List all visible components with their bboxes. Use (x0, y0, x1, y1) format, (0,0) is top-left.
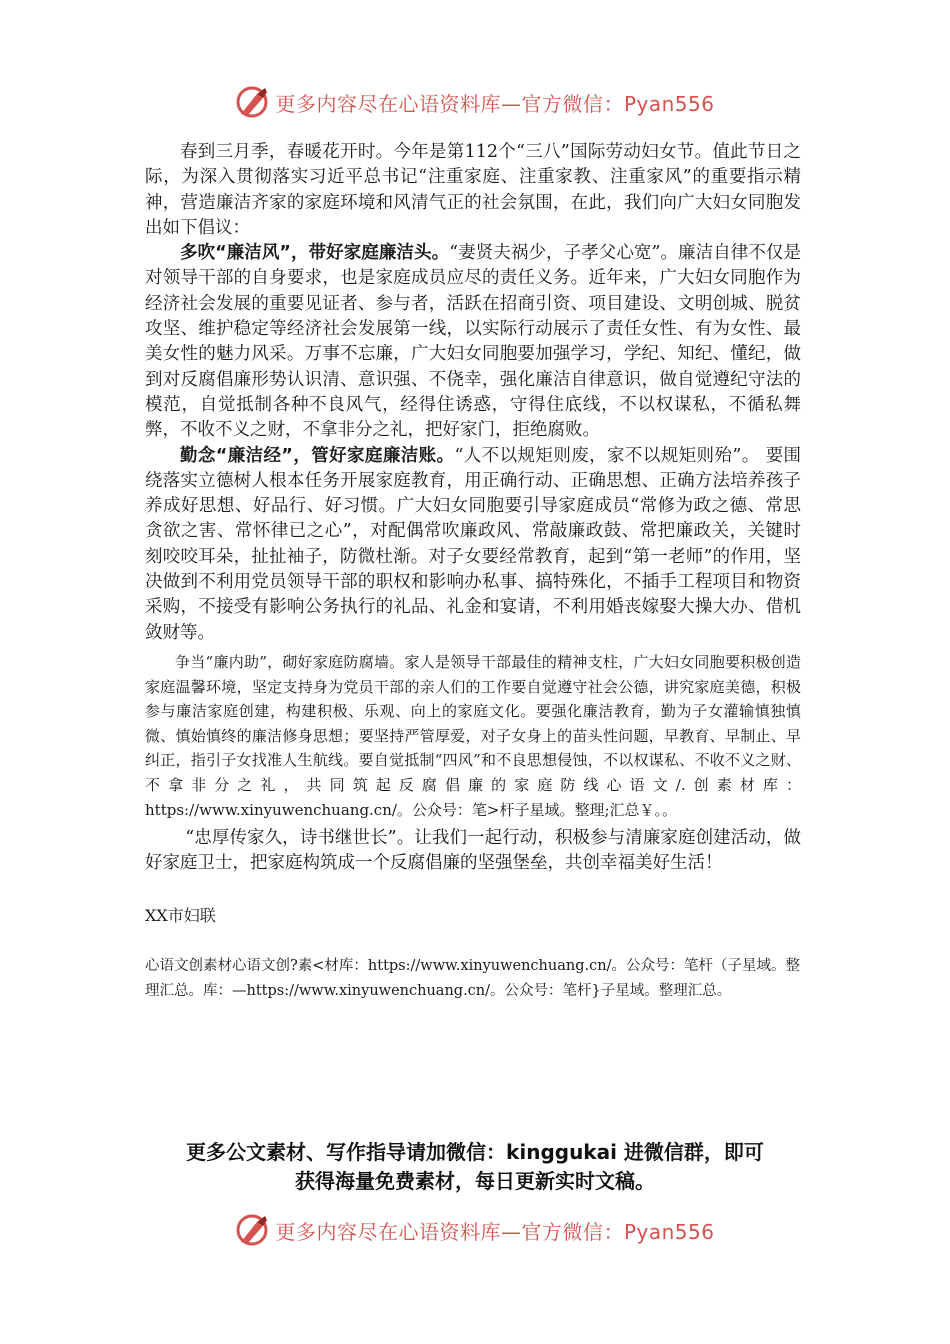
section-1-body: “妻贤夫祸少，子孝父心宽”。廉洁自律不仅是对领导干部的自身要求，也是家庭成员应尽的责任义务。近年来，广大妇女同胞作为经济社会发展的重要见证者、参与者，活跃在招商引资、项目建设、文明创城、脱贫攻坚、维护稳定等经济社会发展第一线，以实际行动展示了责任女性、有为女性、最美女性的魅力风采。万事不忘廉，广大妇女同胞要加强学习，学纪、知纪、懂纪，做到对反腐倡廉形势认识清、意识强、不侥幸，强化廉洁自律意识，做自觉遵纪守法的模范，自觉抵制各种不良风气，经得住诱惑，守得住底线，不以权谋私，不循私舞弊，不收不义之财，不拿非分之礼，把好家门，拒绝腐败。 (145, 243, 801, 441)
section-2-heading: 勤念“廉洁经”，管好家庭廉洁账。 (180, 445, 455, 466)
section-1-paragraph (145, 241, 801, 443)
header-banner (0, 82, 950, 122)
banner-text: 更多内容尽在心语资料库—官方微信：Pyan556 (275, 91, 715, 116)
section-2-body: “人不以规矩则废，家不以规矩则殆”。 要围绕落实立德树人根本任务开展家庭教育，用正确行动、正确思想、正确方法培养孩子养成好思想、好品行、好习惯。广大妇女同胞要引导家庭成员“常修为政之德、常思贪欲之害、常怀律已之心”，对配偶常吹廉政风、常敲廉政鼓、常把廉政关，关键时刻咬咬耳朵，扯扯袖子，防微杜渐。对子女要经常教育，起到“第一老师”的作用，坚决做到不利用党员领导干部的职权和影响办私事、搞特殊化，不插手工程项目和物资采购，不接受有影响公务执行的礼品、礼金和宴请，不利用婚丧嫁娶大操大办、借机敛财等。 (145, 445, 801, 643)
pen-nib-logo-icon (235, 1212, 271, 1248)
cta-line-1: 更多公文素材、写作指导请加微信：kinggukai 进微信群，即可 (186, 1140, 764, 1164)
wechat-call-to-action (145, 1138, 805, 1196)
footer-banner (0, 1210, 950, 1250)
section-2-paragraph (145, 444, 801, 646)
pen-nib-logo-icon (235, 84, 271, 120)
intro-paragraph: 春到三月季，春暖花开时。今年是第112个“三八”国际劳动妇女节。值此节日之际，为深入贯彻落实习近平总书记“注重家庭、注重家教、注重家风”的重要指示精神，营造廉洁齐家的家庭环境和风清气正的社会氛围，在此，我们向广大妇女同胞发出如下倡议： (145, 142, 801, 238)
banner-text: 更多内容尽在心语资料库—官方微信：Pyan556 (275, 1219, 715, 1244)
document-body (145, 140, 801, 1004)
section-1-heading: 多吹“廉洁风”，带好家庭廉洁头。 (180, 243, 450, 264)
source-footnote: 心语文创素材心语文创?素<材库：https://www.xinyuwenchuang.cn/。公众号：笔杆（子星域。整理汇总。库：—https://www.xinyuwenchuang.cn/。公众号：笔杆}子星域。整理汇总。 (145, 957, 800, 999)
section-3-paragraph: 争当“廉内助”，砌好家庭防腐墙。家人是领导干部最佳的精神支柱，广大妇女同胞要积极创造家庭温馨环境，坚定支持身为党员干部的亲人们的工作要自觉遵守社会公德，讲究家庭美德，积极参与廉洁家庭创建，构建积极、乐观、向上的家庭文化。要强化廉洁教育，勤为子女灌输慎独慎微、慎始慎终的廉洁修身思想；要坚持严管厚爱，对子女身上的苗头性问题，早教育、早制止、早纠正，指引子女找准人生航线。要自觉抵制“四风”和不良思想侵蚀，不以权谋私、不收不义之财、不拿非分之礼，共同筑起反腐倡廉的家庭防线心语文/.创素材库：https://www.xinyuwenchuang.cn/。公众号：笔>杆子星域。整理;汇总￥。。 (145, 652, 801, 819)
signature: XX市妇联 (145, 905, 216, 925)
closing-paragraph: “忠厚传家久，诗书继世长”。让我们一起行动，积极参与清廉家庭创建活动，做好家庭卫士，把家庭构筑成一个反腐倡廉的坚强堡垒，共创幸福美好生活！ (145, 828, 801, 874)
cta-line-2: 获得海量免费素材，每日更新实时文稿。 (295, 1169, 655, 1193)
